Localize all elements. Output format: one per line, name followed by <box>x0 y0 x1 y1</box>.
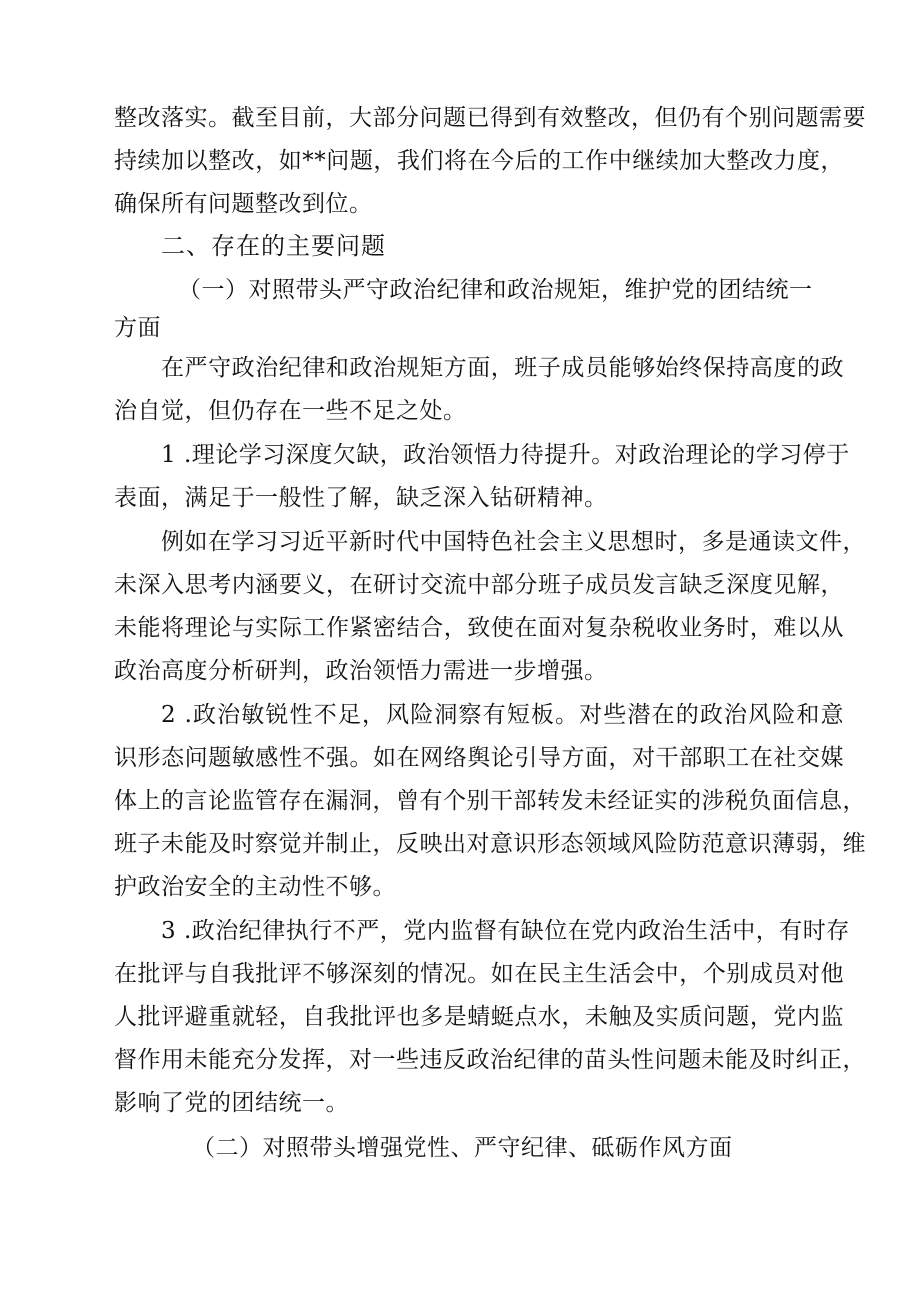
item-1-example-line-3: 未能将理论与实际工作紧密结合，致使在面对复杂税收业务时，难以从 <box>114 615 844 641</box>
subsection-2-title: （二）对照带头增强党性、严守纪律、砥砺作风方面 <box>192 1135 733 1161</box>
intro-line-2: 持续加以整改，如**问题，我们将在今后的工作中继续加大整改力度， <box>114 148 844 174</box>
subsection-1-title-line-1: （一）对照带头严守政治纪律和政治规矩，维护党的团结统一 <box>178 277 813 303</box>
item-3-line-4: 督作用未能充分发挥，对一些违反政治纪律的苗头性问题未能及时纠正， <box>114 1047 866 1073</box>
item-2-line-3: 体上的言论监管存在漏洞，曾有个别干部转发未经证实的涉税负面信息， <box>114 788 866 814</box>
subsection-1-intro-line-2: 治自觉，但仍存在一些不足之处。 <box>114 398 467 424</box>
item-1-line-2: 表面，满足于一般性了解，缺乏深入钻研精神。 <box>114 485 608 511</box>
item-1-line-1: 1 .理论学习深度欠缺，政治领悟力待提升。对政治理论的学习停于 <box>161 442 850 468</box>
item-3-line-2: 在批评与自我批评不够深刻的情况。如在民主生活会中，个别成员对他 <box>114 961 844 987</box>
item-3-line-1: 3 .政治纪律执行不严，党内监督有缺位在党内政治生活中，有时存 <box>161 918 850 944</box>
item-3-line-3: 人批评避重就轻，自我批评也多是蜻蜓点水，未触及实质问题，党内监 <box>114 1004 844 1030</box>
item-1-example-line-1: 例如在学习习近平新时代中国特色社会主义思想时，多是通读文件， <box>161 529 866 555</box>
item-2-line-5: 护政治安全的主动性不够。 <box>114 874 396 900</box>
item-1-example-line-4: 政治高度分析研判，政治领悟力需进一步增强。 <box>114 658 608 684</box>
item-2-line-4: 班子未能及时察觉并制止，反映出对意识形态领域风险防范意识薄弱，维 <box>114 831 866 857</box>
item-2-line-1: 2 .政治敏锐性不足，风险洞察有短板。对些潜在的政治风险和意 <box>161 702 844 728</box>
section-heading: 二、存在的主要问题 <box>161 232 386 260</box>
item-2-line-2: 识形态问题敏感性不强。如在网络舆论引导方面，对干部职工在社交媒 <box>114 745 844 771</box>
item-1-example-line-2: 未深入思考内涵要义，在研讨交流中部分班子成员发言缺乏深度见解， <box>114 572 844 598</box>
subsection-1-intro-line-1: 在严守政治纪律和政治规矩方面，班子成员能够始终保持高度的政 <box>161 355 844 381</box>
subsection-1-title-line-2: 方面 <box>114 315 161 341</box>
intro-line-3: 确保所有问题整改到位。 <box>114 191 373 217</box>
intro-line-1: 整改落实。截至目前，大部分问题已得到有效整改，但仍有个别问题需要 <box>114 105 866 131</box>
item-3-line-5: 影响了党的团结统一。 <box>114 1090 349 1116</box>
